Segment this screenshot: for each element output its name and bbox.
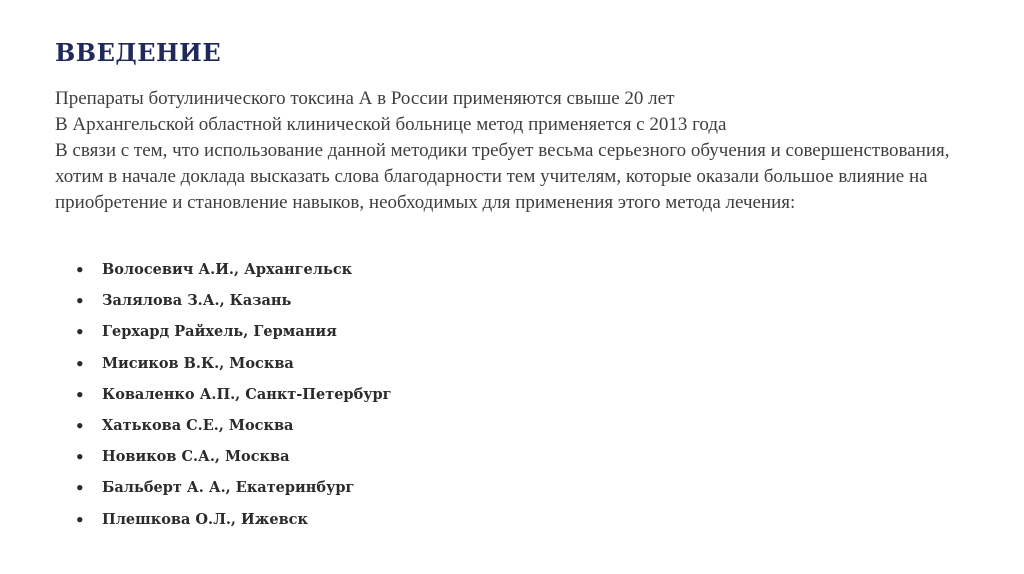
bullet-icon: • (75, 479, 85, 498)
list-item (55, 445, 392, 476)
list-item (55, 414, 392, 445)
list-item (55, 476, 392, 507)
bullet-icon: • (75, 416, 85, 435)
list-item (55, 508, 392, 539)
teachers-list (55, 258, 392, 539)
list-item (55, 383, 392, 414)
list-item (55, 289, 392, 320)
bullet-icon: • (75, 323, 85, 342)
list-item (55, 352, 392, 383)
bullet-icon: • (75, 354, 85, 373)
bullet-icon: • (75, 292, 85, 311)
teacher-name: Волосевич А.И., Архангельск (102, 261, 353, 278)
slide-title: ВВЕДЕНИЕ (55, 38, 222, 67)
bullet-icon: • (75, 385, 85, 404)
teacher-name: Коваленко А.П., Санкт-Петербург (102, 385, 392, 403)
teacher-name: Новиков С.А., Москва (102, 448, 290, 466)
teacher-name: Плешкова О.Л., Ижевск (102, 510, 308, 528)
bullet-icon: • (75, 448, 85, 467)
teacher-name: Залялова З.А., Казань (102, 292, 292, 310)
teacher-name: Герхард Райхель, Германия (102, 323, 337, 341)
intro-line: Препараты ботулинического токсина А в России применяются свыше 20 лет (55, 88, 675, 109)
bullet-icon: • (75, 510, 85, 529)
list-item (55, 258, 392, 289)
intro-line: В связи с тем, что использование данной методики требует весьма серьезного обучения и совершенствования, хотим в начале доклада высказать слова благодарности тем учителям, которые оказали большое влияние на приобретение и становление навыков, необходимых для применения этого метода лечения: (55, 140, 950, 213)
intro-line: В Архангельской областной клинической больнице метод применяется с 2013 года (55, 114, 727, 135)
teacher-name: Бальберт А. А., Екатеринбург (102, 479, 355, 497)
bullet-icon: • (75, 261, 85, 279)
teacher-name: Хатькова С.Е., Москва (102, 416, 294, 434)
teacher-name: Мисиков В.К., Москва (102, 354, 294, 372)
intro-text (55, 86, 985, 216)
list-item (55, 320, 392, 351)
